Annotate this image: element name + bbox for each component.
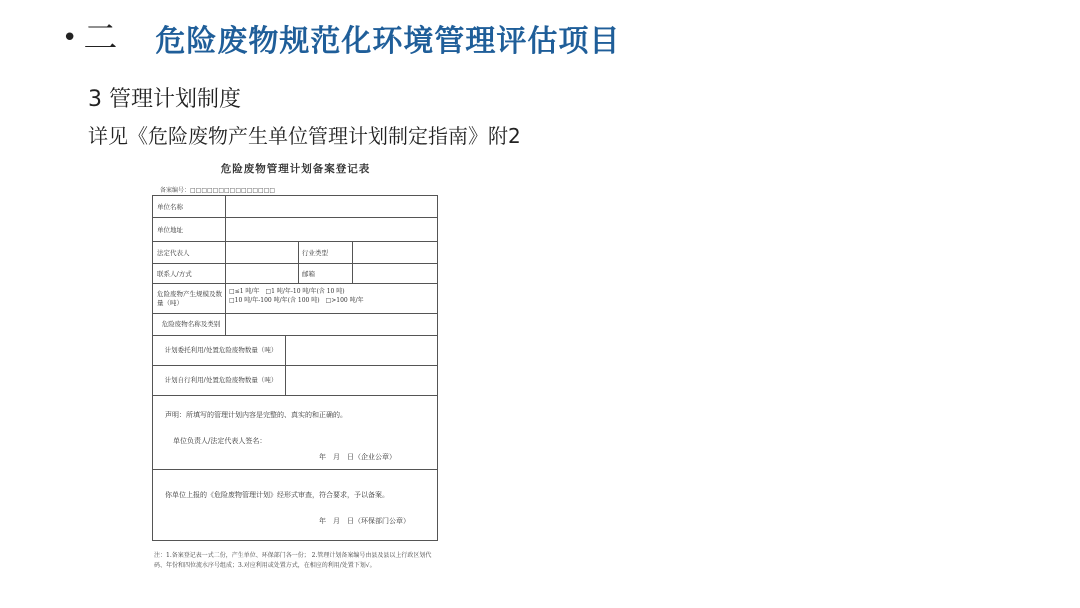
approval-section	[153, 470, 437, 542]
subheading: 3 管理计划制度	[88, 87, 241, 112]
form-row	[153, 366, 437, 396]
label-waste-scale: 危险废物产生规模及数量（吨）	[157, 289, 222, 307]
declaration-statement: 声明：所填写的管理计划内容是完整的、真实的和正确的。	[165, 411, 347, 419]
label-unit-name: 单位名称	[157, 203, 183, 211]
scale-options-line-1: □≤1 吨/年 □1 吨/年-10 吨/年(含 10 吨)	[229, 288, 345, 295]
scale-options-line-2: □10 吨/年-100 吨/年(含 100 吨) □>100 吨/年	[229, 297, 364, 304]
form-title: 危险废物管理计划备案登记表	[220, 163, 371, 175]
scale-options	[225, 284, 439, 313]
form-row	[153, 314, 437, 336]
label-outsourced-quantity: 计划委托利用/处置危险废物数量（吨）	[164, 346, 278, 354]
form-row	[153, 336, 437, 366]
label-self-quantity: 计划自行利用/处置危险废物数量（吨）	[164, 376, 278, 384]
form-row	[153, 264, 437, 284]
slide-title: 危险废物规范化环境管理评估项目	[155, 24, 621, 59]
slide-header	[62, 14, 620, 62]
section-number: 二	[83, 18, 118, 58]
form-note: 注：1.备案登记表一式二份，产生单位、环保部门各一份； 2.管理计划备案编号由县及县以上行政区划代码、年份和四位流水序号组成；3.对应利用或处置方式，在相应的利用/处置下划√。	[154, 552, 432, 569]
form-row	[153, 242, 437, 264]
label-industry-type: 行业类型	[302, 249, 328, 257]
label-waste-name: 危险废物名称及类别	[161, 320, 221, 328]
label-legal-rep: 法定代表人	[157, 249, 190, 257]
form-table	[152, 195, 438, 541]
reference-text: 详见《危险废物产生单位管理计划制定指南》附2	[88, 124, 521, 148]
filing-number: 备案编号：□□□□□□□□□□□□□□□	[160, 187, 276, 194]
declaration-date-seal: 年 月 日（企业公章）	[319, 453, 396, 461]
approval-date-seal: 年 月 日（环保部门公章）	[319, 517, 410, 525]
label-unit-address: 单位地址	[157, 226, 183, 234]
approval-statement: 你单位上报的《危险废物管理计划》经形式审查，符合要求，予以备案。	[165, 491, 389, 499]
declaration-section	[153, 396, 437, 470]
bullet: •	[62, 23, 78, 53]
label-contact: 联系人/方式	[157, 270, 192, 278]
declaration-signature: 单位负责人/法定代表人签名：	[173, 437, 267, 445]
form-row	[153, 196, 437, 218]
form-row	[153, 284, 437, 314]
registration-form-image	[148, 155, 443, 595]
form-row	[153, 218, 437, 242]
label-postcode: 邮箱	[302, 270, 315, 278]
